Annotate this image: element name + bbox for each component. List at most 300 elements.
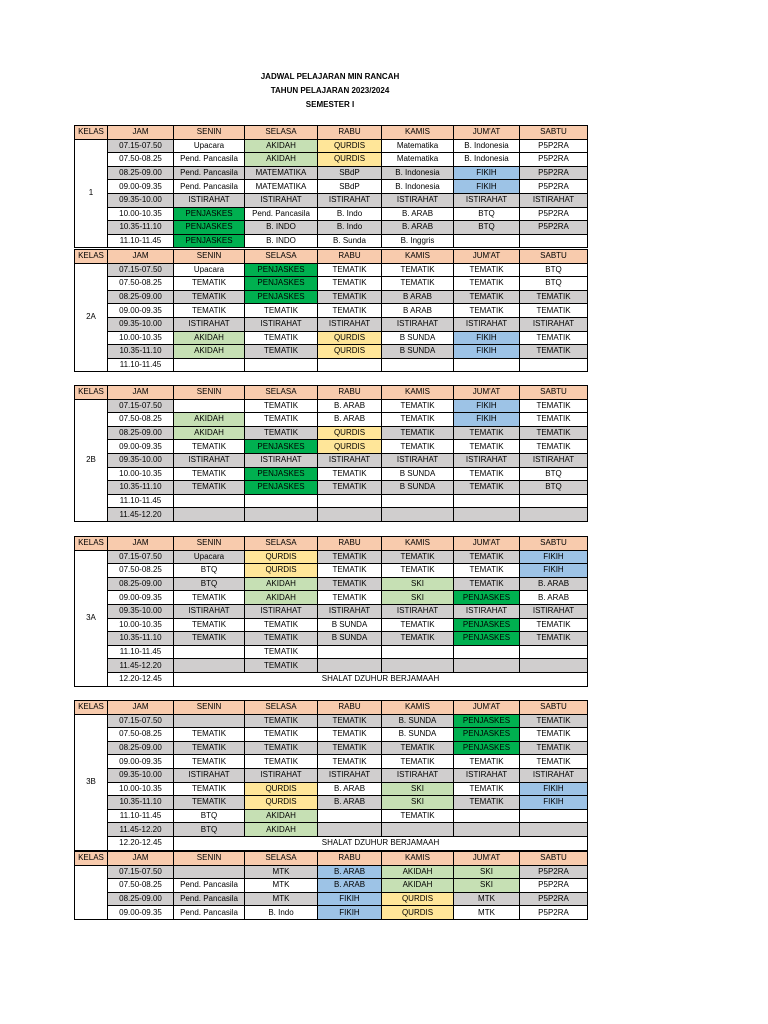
column-header: KELAS [75,386,108,400]
subject-cell: TEMATIK [318,714,382,728]
subject-cell: ISTIRAHAT [245,453,318,467]
subject-cell: SKI [382,591,454,605]
time-slot: 08.25-09.00 [108,290,174,304]
subject-cell: TEMATIK [245,426,318,440]
column-header: SABTU [520,386,588,400]
table-row [75,672,588,686]
subject-cell: AKIDAH [245,591,318,605]
subject-cell: TEMATIK [318,564,382,578]
subject-cell: ISTIRAHAT [318,193,382,207]
subject-cell: TEMATIK [454,290,520,304]
document-title: JADWAL PELAJARAN MIN RANCAH [260,72,400,81]
time-slot: 10.00-10.35 [108,782,174,796]
subject-cell: B. SUNDA [382,728,454,742]
subject-cell: TEMATIK [174,304,245,318]
subject-cell: BTQ [520,467,588,481]
subject-cell: TEMATIK [174,591,245,605]
subject-cell: FIKIH [454,180,520,194]
subject-cell: QURDIS [382,906,454,920]
subject-cell: TEMATIK [454,755,520,769]
column-header: RABU [318,126,382,140]
column-header: JUM'AT [454,701,520,715]
subject-cell: Upacara [174,550,245,564]
column-header: JAM [108,537,174,551]
table-row [75,604,588,618]
table-row [75,879,588,893]
time-slot: 08.25-09.00 [108,166,174,180]
table-row [75,632,588,646]
subject-cell: BTQ [520,277,588,291]
subject-cell: Upacara [174,139,245,153]
table-row [75,645,588,659]
table-header-row [75,386,588,400]
subject-cell: TEMATIK [318,755,382,769]
subject-cell: FIKIH [318,906,382,920]
column-header: KELAS [75,852,108,866]
table-row [75,550,588,564]
subject-cell [174,494,245,508]
subject-cell: QURDIS [318,331,382,345]
subject-cell [382,645,454,659]
subject-cell: AKIDAH [245,809,318,823]
time-slot: 11.10-11.45 [108,358,174,372]
subject-cell: Upacara [174,263,245,277]
subject-cell: ISTIRAHAT [318,317,382,331]
subject-cell: TEMATIK [382,440,454,454]
subject-cell [454,508,520,522]
subject-cell: TEMATIK [245,413,318,427]
table-row [75,906,588,920]
column-header: SENIN [174,852,245,866]
subject-cell: TEMATIK [454,426,520,440]
column-header: JAM [108,701,174,715]
subject-cell [174,399,245,413]
table-row [75,659,588,673]
column-header: SENIN [174,126,245,140]
column-header: KAMIS [382,386,454,400]
subject-cell: P5P2RA [520,892,588,906]
subject-cell: FIKIH [454,166,520,180]
table-row [75,317,588,331]
subject-cell: TEMATIK [174,618,245,632]
subject-cell: PENJASKES [245,263,318,277]
subject-cell: B. ARAB [382,221,454,235]
table-row [75,755,588,769]
subject-cell: PENJASKES [454,714,520,728]
table-row [75,577,588,591]
subject-cell: QURDIS [245,550,318,564]
column-header: JUM'AT [454,250,520,264]
subject-cell: B. ARAB [318,413,382,427]
subject-cell [245,358,318,372]
subject-cell: P5P2RA [520,879,588,893]
time-slot: 09.35-10.00 [108,453,174,467]
subject-cell: PENJASKES [245,481,318,495]
subject-cell: PENJASKES [454,591,520,605]
table-row [75,618,588,632]
subject-cell: P5P2RA [520,180,588,194]
table-row [75,453,588,467]
subject-cell: FIKIH [520,782,588,796]
table-row [75,358,588,372]
subject-cell: TEMATIK [382,809,454,823]
subject-cell: P5P2RA [520,865,588,879]
subject-cell: ISTIRAHAT [382,604,454,618]
subject-cell: AKIDAH [174,426,245,440]
subject-cell: TEMATIK [520,413,588,427]
subject-cell: AKIDAH [174,331,245,345]
subject-cell: TEMATIK [454,277,520,291]
prayer-row-label: SHALAT DZUHUR BERJAMAAH [174,672,588,686]
subject-cell: TEMATIK [245,741,318,755]
subject-cell: TEMATIK [245,714,318,728]
table-header-row [75,126,588,140]
subject-cell: TEMATIK [382,277,454,291]
subject-cell: B. ARAB [318,865,382,879]
subject-cell: TEMATIK [318,728,382,742]
subject-cell [382,508,454,522]
table-row [75,153,588,167]
subject-cell: TEMATIK [520,632,588,646]
subject-cell: PENJASKES [454,632,520,646]
subject-cell [174,358,245,372]
subject-cell: P5P2RA [520,139,588,153]
column-header: SABTU [520,250,588,264]
subject-cell: B SUNDA [318,618,382,632]
time-slot: 10.35-11.10 [108,481,174,495]
subject-cell: B. ARAB [318,796,382,810]
subject-cell: TEMATIK [174,467,245,481]
subject-cell: ISTIRAHAT [318,604,382,618]
subject-cell: ISTIRAHAT [520,453,588,467]
subject-cell: P5P2RA [520,906,588,920]
subject-cell [318,823,382,837]
subject-cell: BTQ [174,564,245,578]
subject-cell [318,358,382,372]
time-slot: 10.00-10.35 [108,207,174,221]
subject-cell: PENJASKES [174,207,245,221]
time-slot: 10.00-10.35 [108,618,174,632]
table-row [75,591,588,605]
subject-cell: TEMATIK [454,467,520,481]
table-row [75,494,588,508]
subject-cell: QURDIS [245,564,318,578]
subject-cell: B. Indonesia [454,139,520,153]
class-label [75,865,108,919]
subject-cell: B. ARAB [318,879,382,893]
time-slot: 09.00-09.35 [108,591,174,605]
table-row [75,221,588,235]
subject-cell: BTQ [454,221,520,235]
time-slot: 07.15-07.50 [108,550,174,564]
subject-cell: B SUNDA [318,632,382,646]
subject-cell: ISTIRAHAT [382,768,454,782]
table-row [75,481,588,495]
time-slot: 10.00-10.35 [108,331,174,345]
table-header-row [75,250,588,264]
time-slot: 11.10-11.45 [108,645,174,659]
subject-cell: B. ARAB [318,399,382,413]
subject-cell: AKIDAH [245,153,318,167]
subject-cell: TEMATIK [520,440,588,454]
subject-cell: TEMATIK [174,755,245,769]
time-slot: 09.00-09.35 [108,180,174,194]
subject-cell [174,508,245,522]
subject-cell [454,358,520,372]
column-header: JUM'AT [454,386,520,400]
subject-cell: ISTIRAHAT [245,768,318,782]
subject-cell: P5P2RA [520,166,588,180]
subject-cell: TEMATIK [382,263,454,277]
schedule-table [74,700,588,851]
subject-cell [174,714,245,728]
subject-cell [382,823,454,837]
subject-cell: FIKIH [520,796,588,810]
subject-cell: BTQ [454,207,520,221]
subject-cell: TEMATIK [382,413,454,427]
subject-cell: TEMATIK [520,331,588,345]
subject-cell: TEMATIK [174,632,245,646]
time-slot: 11.45-12.20 [108,823,174,837]
subject-cell: ISTIRAHAT [174,768,245,782]
table-header-row [75,537,588,551]
column-header: JAM [108,250,174,264]
subject-cell: ISTIRAHAT [382,193,454,207]
subject-cell [382,494,454,508]
column-header: JAM [108,126,174,140]
subject-cell: FIKIH [454,331,520,345]
column-header: KELAS [75,250,108,264]
table-row [75,277,588,291]
subject-cell [454,823,520,837]
time-slot: 09.35-10.00 [108,768,174,782]
subject-cell [382,659,454,673]
time-slot: 11.10-11.45 [108,234,174,248]
subject-cell: B. ARAB [318,782,382,796]
subject-cell: SKI [382,577,454,591]
table-row [75,796,588,810]
subject-cell: FIKIH [318,892,382,906]
subject-cell: FIKIH [454,413,520,427]
subject-cell: Pend. Pancasila [245,207,318,221]
document-subtitle-semester: SEMESTER I [305,100,355,109]
subject-cell [318,508,382,522]
column-header: SELASA [245,852,318,866]
table-row [75,782,588,796]
time-slot: 08.25-09.00 [108,741,174,755]
time-slot: 09.35-10.00 [108,604,174,618]
subject-cell: Pend. Pancasila [174,166,245,180]
column-header: SENIN [174,250,245,264]
subject-cell: MTK [245,865,318,879]
table-row [75,508,588,522]
time-slot: 08.25-09.00 [108,577,174,591]
subject-cell: TEMATIK [520,290,588,304]
subject-cell: TEMATIK [382,426,454,440]
subject-cell: TEMATIK [520,714,588,728]
subject-cell: FIKIH [454,345,520,359]
column-header: RABU [318,852,382,866]
table-row [75,234,588,248]
subject-cell: ISTIRAHAT [174,453,245,467]
subject-cell [318,659,382,673]
subject-cell: PENJASKES [245,467,318,481]
column-header: SENIN [174,537,245,551]
schedule-table [74,249,588,372]
schedule-table [74,851,588,920]
time-slot: 07.15-07.50 [108,263,174,277]
subject-cell: MTK [245,879,318,893]
class-label: 2B [75,399,108,521]
subject-cell: MTK [245,892,318,906]
subject-cell: ISTIRAHAT [318,768,382,782]
column-header: SELASA [245,386,318,400]
subject-cell: AKIDAH [174,413,245,427]
subject-cell: TEMATIK [382,618,454,632]
table-row [75,139,588,153]
subject-cell [520,823,588,837]
subject-cell: TEMATIK [318,481,382,495]
subject-cell: B. INDO [245,234,318,248]
subject-cell: ISTIRAHAT [245,317,318,331]
time-slot: 07.50-08.25 [108,277,174,291]
subject-cell: P5P2RA [520,221,588,235]
column-header: SENIN [174,701,245,715]
subject-cell: MTK [454,892,520,906]
subject-cell: QURDIS [318,153,382,167]
time-slot: 08.25-09.00 [108,892,174,906]
subject-cell: ISTIRAHAT [382,317,454,331]
table-header-row [75,852,588,866]
subject-cell [454,645,520,659]
subject-cell [245,494,318,508]
table-row [75,836,588,850]
subject-cell: PENJASKES [454,728,520,742]
subject-cell: TEMATIK [520,345,588,359]
subject-cell: PENJASKES [245,290,318,304]
subject-cell: B. Indo [318,207,382,221]
subject-cell: ISTIRAHAT [520,193,588,207]
subject-cell: TEMATIK [382,564,454,578]
time-slot: 09.35-10.00 [108,317,174,331]
subject-cell: SKI [454,865,520,879]
class-label: 3A [75,550,108,686]
column-header: RABU [318,250,382,264]
subject-cell: Pend. Pancasila [174,906,245,920]
time-slot: 07.50-08.25 [108,728,174,742]
document-subtitle-year: TAHUN PELAJARAN 2023/2024 [270,86,390,95]
subject-cell [454,494,520,508]
subject-cell: QURDIS [318,139,382,153]
subject-cell [318,645,382,659]
column-header: KELAS [75,537,108,551]
time-slot: 12.20-12.45 [108,836,174,850]
subject-cell: TEMATIK [174,440,245,454]
column-header: SELASA [245,701,318,715]
subject-cell: B. INDO [245,221,318,235]
subject-cell: ISTIRAHAT [318,453,382,467]
subject-cell: TEMATIK [454,263,520,277]
subject-cell: QURDIS [382,892,454,906]
time-slot: 09.35-10.00 [108,193,174,207]
column-header: SABTU [520,537,588,551]
subject-cell: AKIDAH [245,823,318,837]
column-header: SABTU [520,126,588,140]
time-slot: 07.15-07.50 [108,399,174,413]
subject-cell: TEMATIK [454,577,520,591]
class-label: 3B [75,714,108,850]
time-slot: 12.20-12.45 [108,672,174,686]
subject-cell: ISTIRAHAT [520,604,588,618]
subject-cell: B. ARAB [520,577,588,591]
column-header: JUM'AT [454,537,520,551]
time-slot: 07.50-08.25 [108,413,174,427]
time-slot: 09.00-09.35 [108,304,174,318]
subject-cell: B SUNDA [382,481,454,495]
table-row [75,809,588,823]
table-row [75,413,588,427]
subject-cell: QURDIS [245,796,318,810]
subject-cell: TEMATIK [454,782,520,796]
subject-cell [454,659,520,673]
subject-cell: TEMATIK [454,564,520,578]
time-slot: 10.00-10.35 [108,467,174,481]
time-slot: 11.45-12.20 [108,508,174,522]
subject-cell [520,358,588,372]
table-row [75,714,588,728]
subject-cell: ISTIRAHAT [382,453,454,467]
time-slot: 07.50-08.25 [108,879,174,893]
subject-cell: Matematika [382,153,454,167]
table-row [75,564,588,578]
subject-cell: B. ARAB [520,591,588,605]
subject-cell: B. ARAB [382,207,454,221]
subject-cell: BTQ [174,823,245,837]
subject-cell [174,659,245,673]
subject-cell: TEMATIK [318,550,382,564]
subject-cell: MATEMATIKA [245,166,318,180]
subject-cell: PENJASKES [174,221,245,235]
table-row [75,263,588,277]
subject-cell: BTQ [520,263,588,277]
subject-cell: TEMATIK [174,782,245,796]
subject-cell: FIKIH [454,399,520,413]
schedule-table [74,536,588,687]
column-header: KELAS [75,126,108,140]
subject-cell: TEMATIK [454,796,520,810]
subject-cell: B. SUNDA [382,714,454,728]
subject-cell: TEMATIK [174,481,245,495]
subject-cell: ISTIRAHAT [454,317,520,331]
subject-cell: B. Indo [245,906,318,920]
table-row [75,166,588,180]
subject-cell [245,508,318,522]
schedule-table [74,385,588,522]
subject-cell: AKIDAH [174,345,245,359]
table-row [75,331,588,345]
subject-cell: TEMATIK [520,728,588,742]
table-row [75,865,588,879]
column-header: SABTU [520,701,588,715]
time-slot: 11.10-11.45 [108,809,174,823]
subject-cell: ISTIRAHAT [174,193,245,207]
subject-cell: SBdP [318,180,382,194]
time-slot: 10.35-11.10 [108,345,174,359]
subject-cell: SKI [382,782,454,796]
subject-cell: ISTIRAHAT [174,317,245,331]
subject-cell [174,865,245,879]
subject-cell: MTK [454,906,520,920]
